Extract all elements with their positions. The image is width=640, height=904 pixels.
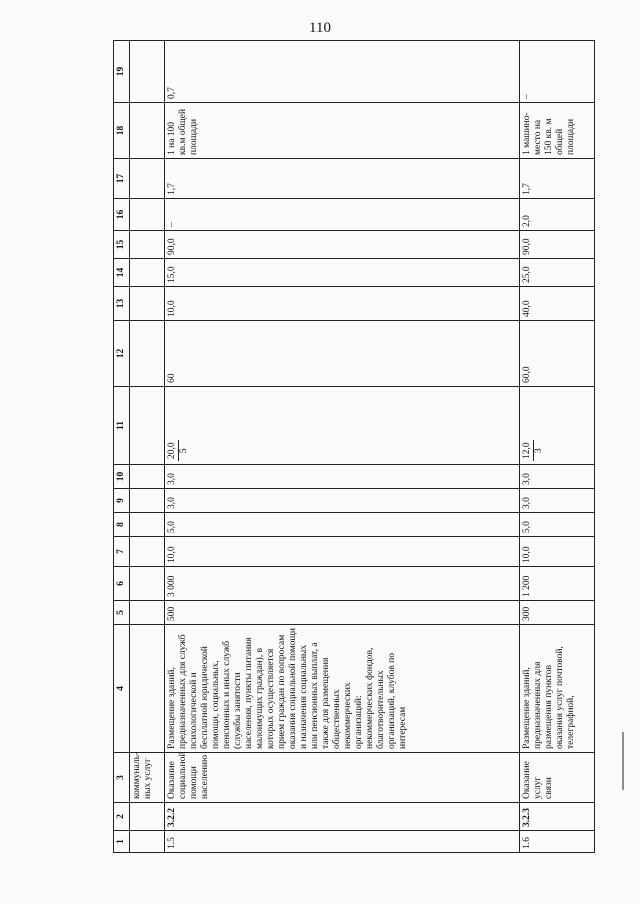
table-row [520,41,595,853]
use-name: Оказание услуг связи [520,753,595,803]
cell-value: 25,0 [520,259,595,287]
column-number: 16 [114,199,130,231]
column-number: 5 [114,601,130,625]
fraction-denominator: 5 [179,448,189,454]
scan-edge-mark [622,732,624,790]
cell-value: 3,0 [520,465,595,489]
cell-value: 300 [520,601,595,625]
column-number: 12 [114,321,130,387]
cell-value: 0,7 [165,41,520,103]
cell-value: 5,0 [520,513,595,537]
zoning-parameters-table [113,40,595,853]
cell-value: 1,7 [520,159,595,199]
column-number: 3 [114,753,130,803]
cell-value: 5,0 [165,513,520,537]
column-number: 1 [114,831,130,853]
use-name: Оказание социальной помощи населению [165,753,520,803]
fraction [167,440,190,461]
column-number: 4 [114,625,130,753]
cell-value: 500 [165,601,520,625]
use-code: 3.2.2 [165,803,520,831]
cell-value: – [165,199,520,231]
column-number: 10 [114,465,130,489]
cell-value: 40,0 [520,287,595,321]
cell-value: 1 200 [520,567,595,601]
fraction [522,440,545,461]
use-description: Размещение зданий, предназначенных для служб психологической и бесплатной юридической помощи, социальных, пенсионных и иных служб (службы занятости населения, пункты питания малоимущих граждан), в которых осуществляется прием граждан по вопросам оказания социальной помощи и назначения социальных или пенсионных выплат, а также для размещения общественных некоммерческих организаций: некоммерческих фондов, благотворительных организаций, клубов по интересам [165,625,520,753]
row-number: 1.6 [520,831,595,853]
cell-value: 60,0 [520,321,595,387]
fraction-denominator: 3 [534,448,544,454]
column-number: 19 [114,41,130,103]
cell-value: 90,0 [520,231,595,259]
use-description: Размещение зданий, предназначенных для размещения пунктов оказания услуг почтовой, телеграфной, [520,625,595,753]
column-number: 11 [114,387,130,465]
fraction-numerator: 20,0 [167,442,177,459]
table-header-row [114,41,130,853]
column-number: 18 [114,103,130,159]
cell-value: 90,0 [165,231,520,259]
column-number: 15 [114,231,130,259]
parking-norm: 1 машино-место на 150 кв. м общей площади [520,103,595,159]
use-code: 3.2.3 [520,803,595,831]
column-number: 6 [114,567,130,601]
cell-value: 60 [165,321,520,387]
cell-value: 10,0 [165,537,520,567]
column-number: 7 [114,537,130,567]
cell-value: 10,0 [165,287,520,321]
cell-value: 3 000 [165,567,520,601]
fraction-cell [520,387,595,465]
column-number: 9 [114,489,130,513]
column-number: 17 [114,159,130,199]
cell-value: 3,0 [520,489,595,513]
cell-value: 3,0 [165,465,520,489]
column-number: 2 [114,803,130,831]
cell-value: 3,0 [165,489,520,513]
cell-value: 2,0 [520,199,595,231]
fraction-cell [165,387,520,465]
cell-value: – [520,41,595,103]
rotated-table-container [113,67,585,853]
cell-value: 15,0 [165,259,520,287]
continuation-row [130,41,165,853]
column-number: 14 [114,259,130,287]
fraction-numerator: 12,0 [522,442,532,459]
column-number: 8 [114,513,130,537]
row-number: 1.5 [165,831,520,853]
service-type-continuation: коммуналь-ных услуг [130,753,165,803]
cell-value: 1,7 [165,159,520,199]
column-number: 13 [114,287,130,321]
table-row [165,41,520,853]
page-number: 110 [309,20,331,36]
cell-value: 10,0 [520,537,595,567]
parking-norm: 1 на 100 кв.м общей площади [165,103,520,159]
